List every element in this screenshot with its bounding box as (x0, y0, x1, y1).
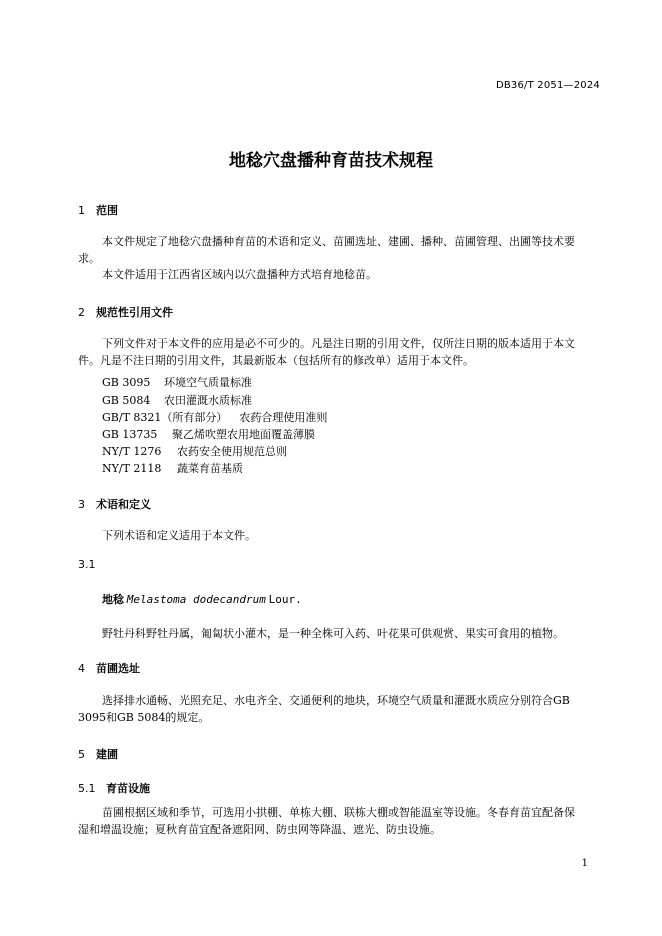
section-2-heading (78, 304, 173, 320)
subsection-title: 育苗设施 (106, 782, 150, 795)
reference-name: 农田灌溉水质标准 (164, 394, 252, 407)
section-number: 3 (78, 498, 85, 511)
reference-name: 农药安全使用规范总则 (177, 445, 287, 458)
section-title: 术语和定义 (96, 498, 151, 511)
reference-name: 农药合理使用准则 (239, 411, 328, 424)
section-4-paragraph (78, 693, 602, 726)
reference-item (102, 409, 327, 425)
section-title: 规范性引用文件 (96, 306, 173, 319)
text-line: 本文件规定了地稔穴盘播种育苗的术语和定义、苗圃选址、建圃、播种、苗圃管理、出圃等技术要 (102, 235, 575, 248)
reference-code: GB 3095 (102, 376, 151, 389)
page-number: 1 (581, 858, 588, 869)
section-3-intro: 下列术语和定义适用于本文件。 (102, 529, 256, 542)
text-line: 求。 (78, 251, 100, 265)
section-1-paragraph-2: 本文件适用于江西省区域内以穴盘播种方式培育地稔苗。 (102, 268, 377, 281)
reference-code: NY/T 2118 (102, 462, 162, 475)
section-title: 建圃 (96, 748, 118, 761)
section-1-paragraph-1 (78, 234, 602, 267)
text-line: 苗圃根据区域和季节，可选用小拱棚、单栋大棚、联栋大棚或智能温室等设施。冬春育苗宜配备保 (102, 806, 575, 819)
text-line: 件。凡是不注日期的引用文件，其最新版本（包括所有的修改单）适用于本文件。 (78, 353, 474, 367)
section-4-heading (78, 660, 140, 676)
section-2-intro (78, 336, 602, 369)
section-3-heading (78, 496, 151, 512)
section-number: 1 (78, 204, 85, 217)
reference-item (102, 460, 243, 476)
section-title: 苗圃选址 (96, 662, 140, 675)
term-definition: 野牡丹科野牡丹属，匍匐状小灌木，是一种全株可入药、叶花果可供观赏、果实可食用的植物。 (102, 627, 564, 640)
reference-name: 蔬菜育苗基质 (177, 462, 243, 475)
reference-code: GB/T 8321（所有部分） (102, 411, 228, 424)
reference-code: GB 13735 (102, 428, 158, 441)
section-5-1-paragraph (78, 805, 602, 838)
reference-item (102, 392, 252, 408)
reference-name: 环境空气质量标准 (164, 376, 252, 389)
term-author: Lour. (268, 593, 302, 606)
text-line: 下列文件对于本文件的应用是必不可少的。凡是注日期的引用文件，仅所注日期的版本适用于本文 (102, 337, 575, 350)
reference-code: NY/T 1276 (102, 445, 162, 458)
reference-item (102, 443, 287, 459)
reference-name: 聚乙烯吹塑农用地面覆盖薄膜 (172, 428, 315, 441)
section-number: 4 (78, 662, 85, 675)
section-5-heading (78, 746, 118, 762)
term-chinese: 地稔 (102, 593, 124, 606)
section-number: 5 (78, 748, 85, 761)
subsection-3-1-number: 3.1 (78, 558, 96, 571)
subsection-number: 5.1 (78, 782, 96, 795)
section-title: 范围 (96, 204, 118, 217)
reference-item (102, 374, 252, 390)
document-title: 地稔穴盘播种育苗技术规程 (229, 151, 433, 171)
subsection-5-1-heading (78, 780, 150, 796)
text-line: 选择排水通畅、光照充足、水电齐全、交通便利的地块，环境空气质量和灌溉水质应分别符合GB (102, 694, 570, 707)
text-line: 湿和增温设施；夏秋育苗宜配备遮阳网、防虫网等降温、遮光、防虫设施。 (78, 822, 441, 836)
reference-code: GB 5084 (102, 394, 151, 407)
term-entry (102, 591, 302, 607)
section-1-heading (78, 202, 118, 218)
text-line: 3095和GB 5084的规定。 (78, 710, 210, 724)
term-latin: Melastoma dodecandrum (126, 593, 266, 606)
section-number: 2 (78, 306, 85, 319)
reference-item (102, 426, 315, 442)
standard-number: DB36/T 2051—2024 (495, 80, 600, 91)
